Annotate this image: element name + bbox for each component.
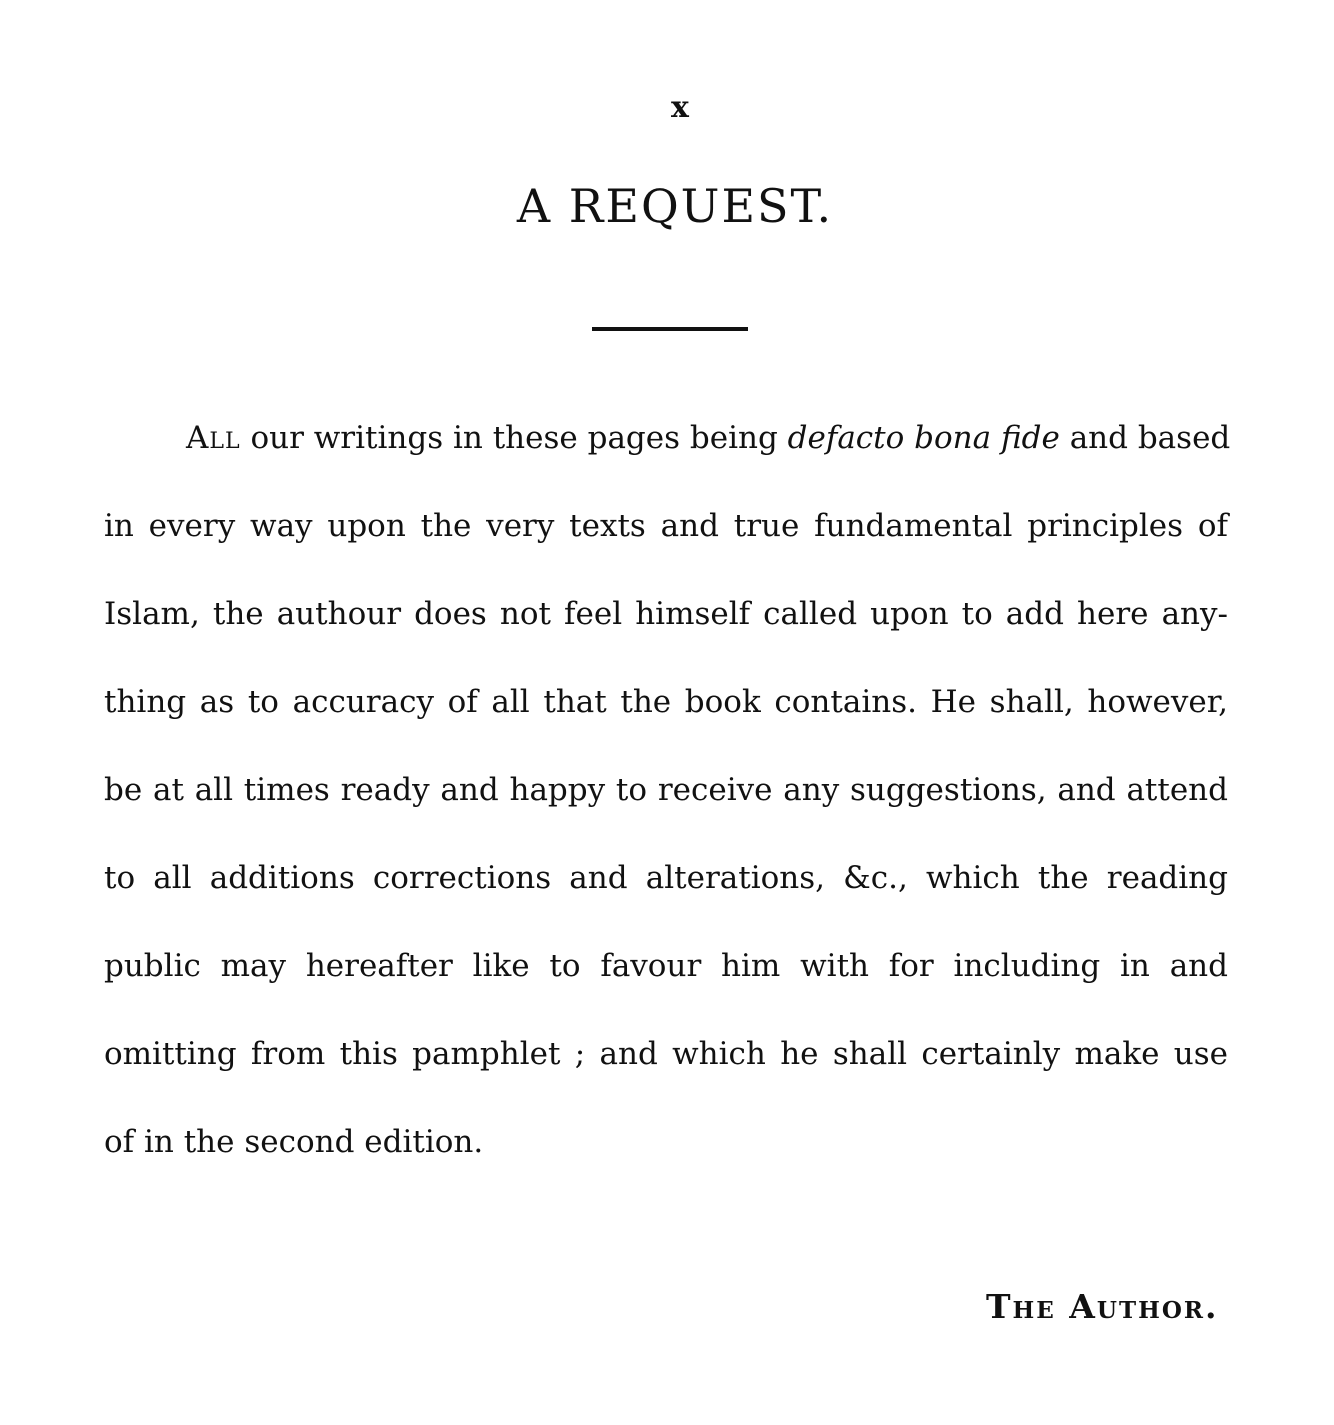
line1-italic: defacto bona fide xyxy=(787,420,1060,456)
page-number: x xyxy=(671,90,689,125)
paragraph-line-3: Islam, the authour does not feel himself called upon to add here any- xyxy=(104,596,1228,632)
paragraph-line-7: public may hereafter like to favour him with for including in and xyxy=(104,948,1228,984)
paragraph-line-8: omitting from this pamphlet ; and which he shall certainly make use xyxy=(104,1036,1228,1072)
paragraph-line-6: to all additions corrections and alterations, &c., which the reading xyxy=(104,860,1228,896)
line1-text-a: our writings in these pages being xyxy=(250,420,778,456)
title-divider xyxy=(592,327,748,331)
paragraph-line-2: in every way upon the very texts and true fundamental principles of xyxy=(104,508,1228,544)
paragraph-line-9: of in the second edition. xyxy=(104,1124,484,1160)
paragraph-line-4: thing as to accuracy of all that the book contains. He shall, however, xyxy=(104,684,1228,720)
paragraph-line-5: be at all times ready and happy to receive any suggestions, and attend xyxy=(104,772,1228,808)
page-title: A REQUEST. xyxy=(516,179,834,233)
line1-text-b: and based xyxy=(1069,420,1231,456)
drop-word: All xyxy=(186,420,241,456)
body-paragraph xyxy=(104,408,1231,1200)
author-signature: The Author. xyxy=(986,1287,1219,1326)
paragraph-line-1 xyxy=(104,408,1231,496)
